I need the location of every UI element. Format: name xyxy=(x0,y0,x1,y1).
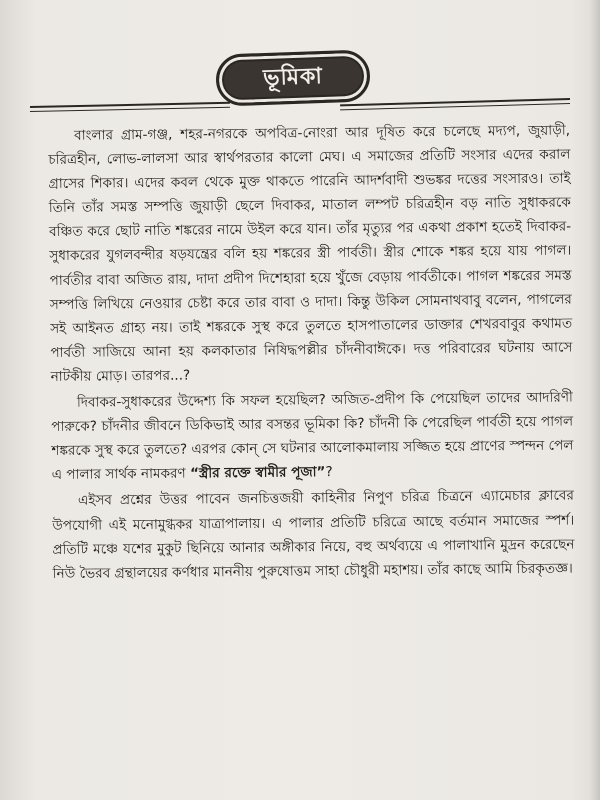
page-edge-shadow xyxy=(590,0,600,800)
section-header xyxy=(30,46,570,116)
preface-body xyxy=(48,119,575,586)
paragraph-acknowledgement: এইসব প্রশ্নের উত্তর পাবেন জনচিত্তজয়ী কাহিনীর নিপুণ চরিত্র চিত্রনে এ্যামেচার ক্লাবের উপযোগী এই মনোমুগ্ধকর যাত্রাপালায়। এ পালার প্রতিটি চরিত্রে আছে বর্তমান সমাজের স্পর্শ। প্রতিটি মঞ্চে যশের মুকুট ছিনিয়ে আনার অঙ্গীকার নিয়ে, বহু অর্থব্যয়ে এ পালাখানি মুদ্রন করেছেন নিউ ভৈরব গ্রন্থালয়ের কর্ণধার মাননীয় পুরুষোত্তম সাহা চৌধুরী মহাশয়। তাঁর কাছে আমি চিরকৃতজ্ঞ। xyxy=(52,487,575,582)
header-rule-right xyxy=(340,98,570,106)
page-title: ভূমিকা xyxy=(262,63,324,91)
play-title-emphasis: “স্ত্রীর রক্তে স্বামীর পূজা” xyxy=(189,464,326,482)
questions-end: ? xyxy=(325,464,333,481)
title-badge xyxy=(215,49,371,106)
questions-text: দিবাকর-সুধাকরের উদ্দেশ্য কি সফল হয়েছিল? অজিত-প্রদীপ কি পেয়েছিল তাদের আদরিণী পারুকে? চাঁদনীর জীবনে ডিকিভাই আর বসন্তর ভূমিকা কি? চাঁদনী কি পেরেছিল পার্বতী হয়ে পাগল শঙ্করকে সুস্থ করে তুলতে? এরপর কোন্ সে ঘটনার আলোকমালায় সজ্জিত হয়ে প্রাণের স্পন্দন পেল এ পালার সার্থক নামকরণ xyxy=(51,389,574,484)
paragraph-questions xyxy=(51,386,574,488)
paragraph-synopsis: বাংলার গ্রাম-গঞ্জ, শহর-নগরকে অপবিত্র-নোংরা আর দূষিত করে চলেছে মদ্যপ, জুয়াড়ী, চরিত্রহীন, লোভ-লালসা আর স্বার্থপরতার কালো মেঘ। এ সমাজের প্রতিটি সংসার এদের করাল গ্রাসের শিকার। এদের কবল থেকে মুক্ত থাকতে পারেনি আদর্শবাদী শুভঙ্কর দত্তের সংসারও। তাই তিনি তাঁর সমস্ত সম্পত্তি জুয়াড়ী ছেলে দিবাকর, মাতাল লম্পট চরিত্রহীন বড় নাতি সুধাকরকে বঞ্চিত করে ছোট নাতি শঙ্করের নামে উইল করে যান। তাঁর মৃত্যুর পর একথা প্রকাশ হতেই দিবাকর-সুধাকরের যুগলবন্দীর ষড়যন্ত্রের বলি হয় শঙ্করের স্ত্রী পার্বতী। স্ত্রীর শোকে শঙ্কর হয়ে যায় পাগল। পার্বতীর বাবা অজিত রায়, দাদা প্রদীপ দিশেহারা হয়ে খুঁজে বেড়ায় পার্বতীকে। পাগল শঙ্করের সমস্ত সম্পত্তি লিখিয়ে নেওয়ার চেষ্টা করে তার বাবা ও দাদা। কিন্তু উকিল সোমনাথবাবু বলেন, পাগলের সই আইনত গ্রাহ্য নয়। তাই শঙ্করকে সুস্থ করে তুলতে হাসপাতালের ডাক্তার শেখরবাবুর কথামত পার্বতী সাজিয়ে আনা হয় কলকাতার নিষিদ্ধপল্লীর চাঁদনীবাঈকে। দত্ত পরিবারের ঘটনায় আসে নাটকীয় মোড়। তারপর...? xyxy=(48,122,573,385)
header-rule-left-thin xyxy=(30,107,230,112)
